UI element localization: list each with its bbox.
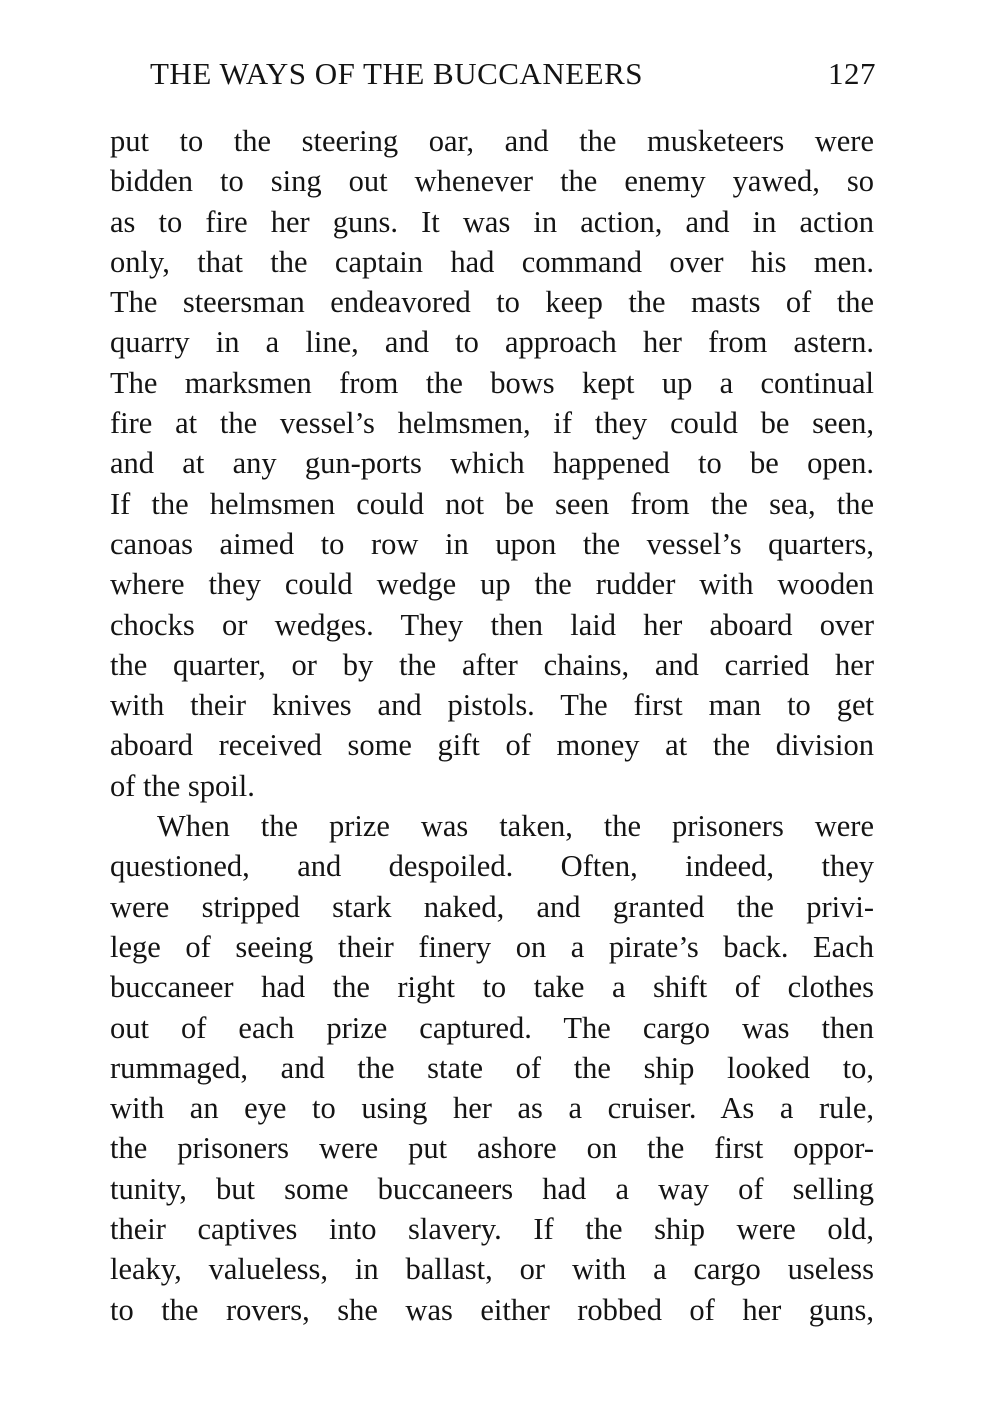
text-line: canoas aimed to row in upon the vessel’s quarters,	[110, 526, 874, 561]
page-number: 127	[828, 56, 876, 91]
body-text	[110, 121, 874, 1330]
running-head	[150, 52, 876, 96]
text-line: the quarter, or by the after chains, and carried her	[110, 647, 874, 682]
text-line: with their knives and pistols. The first man to get	[110, 688, 874, 723]
text-line: tunity, but some buccaneers had a way of selling	[110, 1171, 874, 1206]
text-line: bidden to sing out whenever the enemy yawed, so	[110, 164, 874, 199]
text-line: If the helmsmen could not be seen from the sea, the	[110, 486, 874, 521]
text-line: When the prize was taken, the prisoners were	[157, 809, 874, 844]
text-line: were stripped stark naked, and granted the privi-	[110, 889, 874, 924]
text-line: chocks or wedges. They then laid her aboard over	[110, 607, 874, 642]
text-line: lege of seeing their finery on a pirate’s back. Each	[110, 929, 874, 964]
running-title: THE WAYS OF THE BUCCANEERS	[150, 56, 644, 91]
text-line: leaky, valueless, in ballast, or with a cargo useless	[110, 1252, 874, 1287]
text-line: only, that the captain had command over his men.	[110, 244, 874, 279]
text-line: as to fire her guns. It was in action, and in action	[110, 204, 874, 239]
text-line: where they could wedge up the rudder with wooden	[110, 567, 874, 602]
text-line: The steersman endeavored to keep the masts of the	[110, 285, 874, 320]
text-line: put to the steering oar, and the musketeers were	[110, 124, 874, 158]
text-line: out of each prize captured. The cargo was then	[110, 1010, 874, 1045]
text-line: buccaneer had the right to take a shift of clothes	[110, 970, 874, 1005]
text-line: to the rovers, she was either robbed of her guns,	[110, 1292, 874, 1327]
text-line: questioned, and despoiled. Often, indeed, they	[110, 849, 874, 884]
text-line: and at any gun-ports which happened to be open.	[110, 446, 874, 481]
text-line: the prisoners were put ashore on the first oppor-	[110, 1131, 874, 1166]
text-line: with an eye to using her as a cruiser. As a rule,	[110, 1091, 874, 1126]
text-line: rummaged, and the state of the ship looked to,	[110, 1050, 874, 1085]
text-line: of the spoil.	[110, 768, 255, 803]
text-line: their captives into slavery. If the ship were old,	[110, 1212, 874, 1247]
text-line: fire at the vessel’s helmsmen, if they could be seen,	[110, 406, 874, 441]
text-line: quarry in a line, and to approach her from astern.	[110, 325, 874, 360]
paragraph-1	[110, 121, 874, 806]
text-line: The marksmen from the bows kept up a continual	[110, 365, 874, 400]
text-line: aboard received some gift of money at the division	[110, 728, 874, 763]
paragraph-2	[110, 806, 874, 1330]
